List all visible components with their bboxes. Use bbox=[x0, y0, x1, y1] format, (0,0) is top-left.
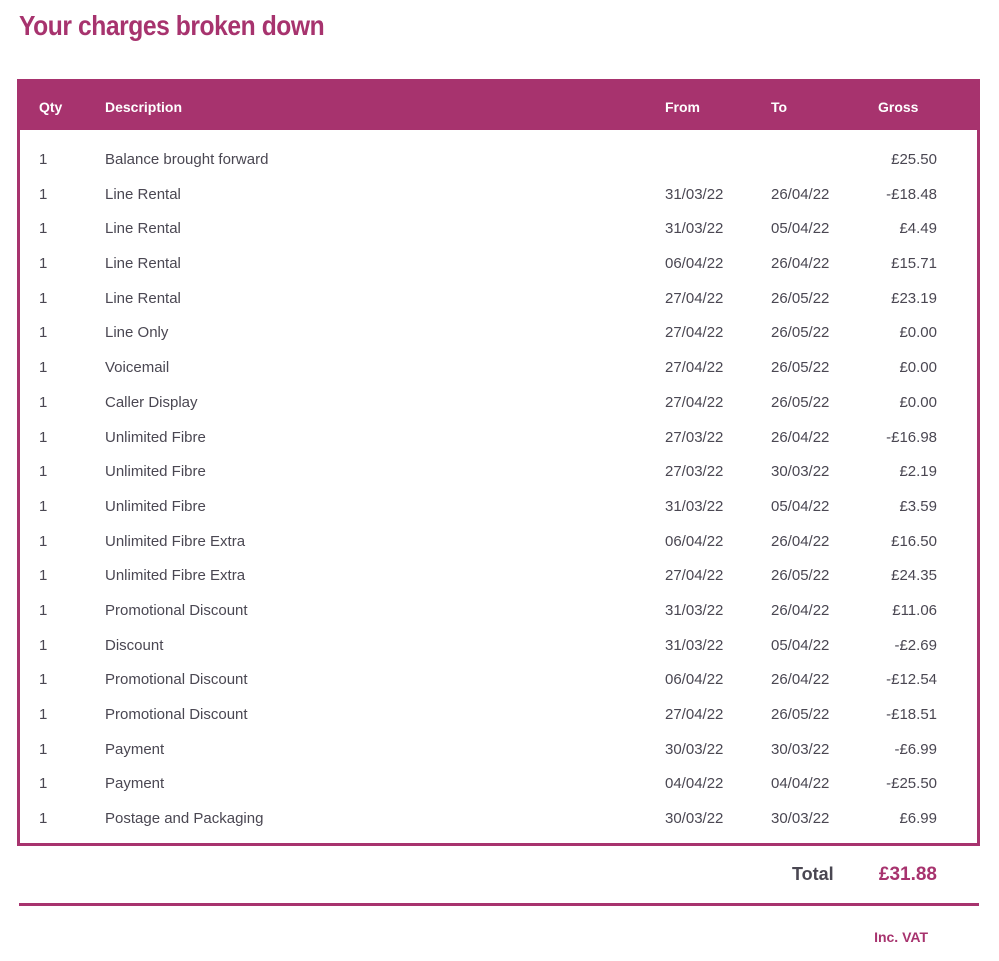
row-from-date: 31/03/22 bbox=[665, 497, 724, 515]
table-row bbox=[20, 664, 977, 699]
header-from: From bbox=[665, 99, 700, 115]
row-description: Promotional Discount bbox=[105, 601, 248, 619]
row-qty: 1 bbox=[39, 497, 48, 515]
row-gross-amount: £16.50 bbox=[891, 532, 937, 550]
row-from-date: 27/04/22 bbox=[665, 289, 724, 307]
row-from-date: 06/04/22 bbox=[665, 532, 724, 550]
row-to-date: 26/05/22 bbox=[771, 567, 830, 585]
row-description: Unlimited Fibre bbox=[105, 463, 206, 481]
row-to-date: 26/05/22 bbox=[771, 289, 830, 307]
table-row bbox=[20, 526, 977, 561]
row-gross-amount: £6.99 bbox=[899, 810, 937, 828]
row-qty: 1 bbox=[39, 289, 48, 307]
row-description: Unlimited Fibre Extra bbox=[105, 567, 246, 585]
row-qty: 1 bbox=[39, 636, 48, 654]
row-to-date: 26/05/22 bbox=[771, 706, 830, 723]
row-description: Unlimited Fibre bbox=[105, 497, 206, 515]
row-qty: 1 bbox=[39, 740, 48, 758]
row-from-date: 27/04/22 bbox=[665, 567, 724, 585]
row-gross-amount: £4.49 bbox=[899, 220, 937, 238]
row-description: Line Rental bbox=[105, 185, 181, 203]
row-description: Promotional Discount bbox=[105, 706, 248, 723]
row-qty: 1 bbox=[39, 706, 48, 723]
row-qty: 1 bbox=[39, 601, 48, 619]
row-to-date: 04/04/22 bbox=[771, 775, 830, 793]
row-description: Caller Display bbox=[105, 393, 198, 411]
row-from-date: 31/03/22 bbox=[665, 636, 724, 654]
row-qty: 1 bbox=[39, 463, 48, 481]
table-row bbox=[20, 560, 977, 595]
total-value: £31.88 bbox=[878, 864, 937, 885]
row-gross-amount: -£18.51 bbox=[886, 706, 937, 723]
row-description: Line Rental bbox=[105, 255, 181, 273]
table-row bbox=[20, 734, 977, 769]
row-description: Promotional Discount bbox=[105, 671, 248, 689]
row-description: Unlimited Fibre Extra bbox=[105, 532, 246, 550]
total-divider bbox=[19, 903, 979, 906]
table-row bbox=[20, 630, 977, 665]
table-row bbox=[20, 144, 977, 179]
row-from-date: 30/03/22 bbox=[665, 740, 724, 758]
row-gross-amount: -£25.50 bbox=[886, 775, 937, 793]
row-to-date: 05/04/22 bbox=[771, 497, 830, 515]
total-label: Total bbox=[792, 864, 834, 884]
row-to-date: 30/03/22 bbox=[771, 463, 830, 481]
row-qty: 1 bbox=[39, 532, 48, 550]
row-gross-amount: £0.00 bbox=[899, 393, 937, 411]
row-gross-amount: £25.50 bbox=[891, 151, 937, 168]
row-from-date: 06/04/22 bbox=[665, 255, 724, 273]
row-gross-amount: £24.35 bbox=[891, 567, 937, 585]
table-row bbox=[20, 248, 977, 283]
row-qty: 1 bbox=[39, 671, 48, 689]
row-qty: 1 bbox=[39, 567, 48, 585]
row-to-date: 26/04/22 bbox=[771, 671, 830, 689]
header-gross: Gross bbox=[878, 99, 919, 115]
table-row bbox=[20, 422, 977, 457]
vat-note: Inc. VAT bbox=[874, 929, 928, 945]
row-from-date: 27/04/22 bbox=[665, 324, 724, 342]
row-gross-amount: £2.19 bbox=[899, 463, 937, 481]
row-qty: 1 bbox=[39, 185, 48, 203]
row-to-date: 30/03/22 bbox=[771, 810, 830, 828]
row-qty: 1 bbox=[39, 428, 48, 446]
row-description: Discount bbox=[105, 636, 164, 654]
row-from-date: 31/03/22 bbox=[665, 601, 724, 619]
row-description: Postage and Packaging bbox=[105, 810, 264, 828]
row-gross-amount: -£6.99 bbox=[894, 740, 937, 758]
row-gross-amount: -£2.69 bbox=[894, 636, 937, 654]
row-gross-amount: £15.71 bbox=[891, 255, 937, 273]
row-from-date: 31/03/22 bbox=[665, 220, 724, 238]
row-from-date: 27/04/22 bbox=[665, 359, 724, 377]
row-gross-amount: £23.19 bbox=[891, 289, 937, 307]
row-to-date: 05/04/22 bbox=[771, 636, 830, 654]
table-row bbox=[20, 699, 977, 734]
header-qty: Qty bbox=[39, 99, 63, 115]
table-row bbox=[20, 595, 977, 630]
row-gross-amount: -£18.48 bbox=[886, 185, 937, 203]
row-from-date: 27/03/22 bbox=[665, 463, 724, 481]
row-to-date: 26/05/22 bbox=[771, 324, 830, 342]
row-to-date: 30/03/22 bbox=[771, 740, 830, 758]
row-qty: 1 bbox=[39, 359, 48, 377]
row-to-date: 26/04/22 bbox=[771, 255, 830, 273]
row-qty: 1 bbox=[39, 775, 48, 793]
row-to-date: 05/04/22 bbox=[771, 220, 830, 238]
row-description: Line Rental bbox=[105, 220, 181, 238]
table-row bbox=[20, 803, 977, 838]
table-body bbox=[20, 144, 977, 838]
row-gross-amount: £3.59 bbox=[899, 497, 937, 515]
row-qty: 1 bbox=[39, 810, 48, 828]
row-description: Line Only bbox=[105, 324, 169, 342]
row-from-date: 06/04/22 bbox=[665, 671, 724, 689]
row-to-date: 26/04/22 bbox=[771, 532, 830, 550]
row-to-date: 26/04/22 bbox=[771, 428, 830, 446]
header-description: Description bbox=[105, 99, 183, 115]
row-from-date: 27/04/22 bbox=[665, 393, 724, 411]
row-description: Payment bbox=[105, 775, 165, 793]
row-description: Voicemail bbox=[105, 359, 170, 377]
table-row bbox=[20, 317, 977, 352]
table-row bbox=[20, 283, 977, 318]
row-from-date: 04/04/22 bbox=[665, 775, 724, 793]
row-gross-amount: -£12.54 bbox=[886, 671, 937, 689]
row-qty: 1 bbox=[39, 255, 48, 273]
table-row bbox=[20, 768, 977, 803]
row-from-date: 30/03/22 bbox=[665, 810, 724, 828]
row-to-date: 26/05/22 bbox=[771, 359, 830, 377]
row-description: Unlimited Fibre bbox=[105, 428, 206, 446]
row-qty: 1 bbox=[39, 324, 48, 342]
table-row bbox=[20, 456, 977, 491]
table-row bbox=[20, 387, 977, 422]
row-gross-amount: £11.06 bbox=[892, 601, 937, 619]
row-to-date: 26/04/22 bbox=[771, 601, 830, 619]
row-qty: 1 bbox=[39, 393, 48, 411]
row-qty: 1 bbox=[39, 151, 48, 168]
row-description: Payment bbox=[105, 740, 165, 758]
row-to-date: 26/05/22 bbox=[771, 393, 830, 411]
table-header bbox=[20, 82, 977, 130]
row-to-date: 26/04/22 bbox=[771, 185, 830, 203]
table-row bbox=[20, 491, 977, 526]
charges-table bbox=[17, 79, 980, 846]
row-from-date: 27/03/22 bbox=[665, 428, 724, 446]
row-qty: 1 bbox=[39, 220, 48, 238]
table-row bbox=[20, 352, 977, 387]
row-description: Line Rental bbox=[105, 289, 181, 307]
page-title: Your charges broken down bbox=[19, 10, 325, 41]
row-gross-amount: -£16.98 bbox=[886, 428, 937, 446]
header-to: To bbox=[771, 99, 788, 115]
row-gross-amount: £0.00 bbox=[899, 359, 937, 377]
row-from-date: 31/03/22 bbox=[665, 185, 724, 203]
row-from-date: 27/04/22 bbox=[665, 706, 724, 723]
row-description: Balance brought forward bbox=[105, 151, 269, 168]
table-row bbox=[20, 213, 977, 248]
row-gross-amount: £0.00 bbox=[899, 324, 937, 342]
table-row bbox=[20, 179, 977, 214]
